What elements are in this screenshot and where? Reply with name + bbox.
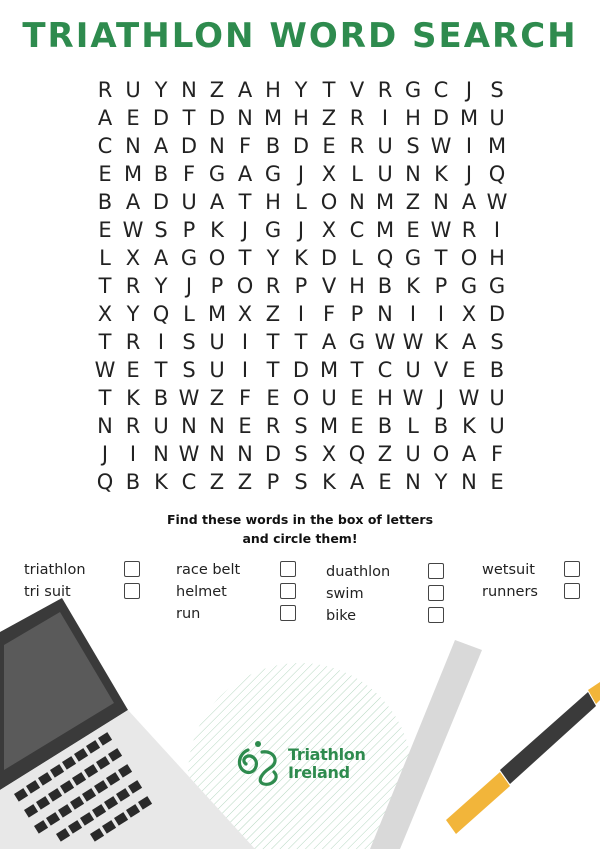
grid-letter[interactable]: W bbox=[402, 386, 424, 410]
grid-letter[interactable]: H bbox=[405, 106, 421, 130]
grid-letter[interactable]: H bbox=[377, 386, 393, 410]
grid-letter[interactable]: S bbox=[294, 442, 308, 466]
grid-letter[interactable]: U bbox=[209, 358, 225, 382]
grid-letter[interactable]: I bbox=[437, 302, 445, 326]
grid-letter[interactable]: W bbox=[430, 218, 452, 242]
grid-letter[interactable]: B bbox=[153, 386, 169, 410]
logo-text bbox=[288, 746, 366, 782]
grid-letter[interactable]: T bbox=[266, 358, 280, 382]
grid-letter[interactable]: F bbox=[490, 442, 504, 466]
grid-letter[interactable]: W bbox=[178, 386, 200, 410]
grid-letter[interactable]: L bbox=[351, 246, 363, 270]
grid-letter[interactable]: U bbox=[489, 414, 505, 438]
grid-letter[interactable]: D bbox=[320, 246, 338, 270]
word-list-column-3 bbox=[326, 562, 476, 628]
grid-letter[interactable]: U bbox=[377, 162, 393, 186]
grid-letter[interactable]: P bbox=[266, 470, 280, 494]
grid-letter[interactable]: Y bbox=[434, 470, 448, 494]
grid-letter[interactable]: T bbox=[322, 78, 336, 102]
grid-letter[interactable]: R bbox=[265, 274, 281, 298]
grid-letter[interactable]: U bbox=[153, 414, 169, 438]
grid-letter[interactable]: N bbox=[237, 106, 253, 130]
grid-letter[interactable]: R bbox=[377, 78, 393, 102]
grid-letter[interactable]: A bbox=[209, 190, 225, 214]
grid-letter[interactable]: H bbox=[265, 78, 281, 102]
grid-letter[interactable]: A bbox=[461, 190, 477, 214]
grid-letter[interactable]: D bbox=[488, 302, 506, 326]
grid-letter[interactable]: Z bbox=[237, 470, 253, 494]
grid-letter[interactable]: Q bbox=[96, 470, 114, 494]
grid-letter[interactable]: R bbox=[461, 218, 477, 242]
grid-letter[interactable]: E bbox=[350, 386, 364, 410]
grid-letter[interactable]: A bbox=[321, 330, 337, 354]
grid-letter[interactable]: E bbox=[126, 358, 140, 382]
grid-letter[interactable]: M bbox=[459, 106, 479, 130]
word-label: triathlon bbox=[24, 562, 86, 578]
grid-letter[interactable]: J bbox=[465, 78, 473, 102]
grid-letter[interactable]: D bbox=[264, 442, 282, 466]
grid-letter[interactable]: S bbox=[182, 358, 196, 382]
grid-letter[interactable]: E bbox=[406, 218, 420, 242]
grid-letter[interactable]: P bbox=[294, 274, 308, 298]
word-item-tri-suit bbox=[24, 582, 174, 604]
grid-letter[interactable]: Z bbox=[265, 302, 281, 326]
grid-letter[interactable]: H bbox=[349, 274, 365, 298]
grid-letter[interactable]: T bbox=[238, 246, 252, 270]
word-item-triathlon bbox=[24, 560, 174, 582]
grid-letter[interactable]: K bbox=[154, 470, 168, 494]
grid-letter[interactable]: D bbox=[432, 106, 450, 130]
grid-letter[interactable]: N bbox=[209, 414, 225, 438]
grid-letter[interactable]: G bbox=[460, 274, 478, 298]
grid-letter[interactable]: Z bbox=[209, 386, 225, 410]
grid-letter[interactable]: N bbox=[461, 470, 477, 494]
letter-grid bbox=[91, 76, 511, 496]
grid-letter[interactable]: G bbox=[264, 218, 282, 242]
grid-letter[interactable]: J bbox=[465, 162, 473, 186]
grid-letter[interactable]: E bbox=[462, 358, 476, 382]
grid-letter[interactable]: D bbox=[292, 358, 310, 382]
grid-letter[interactable]: A bbox=[349, 470, 365, 494]
grid-letter[interactable]: P bbox=[434, 274, 448, 298]
grid-letter[interactable]: A bbox=[125, 190, 141, 214]
grid-letter[interactable]: N bbox=[405, 470, 421, 494]
word-list-column-4 bbox=[482, 560, 600, 604]
grid-letter[interactable]: O bbox=[208, 246, 226, 270]
grid-letter[interactable]: W bbox=[402, 330, 424, 354]
grid-letter[interactable]: E bbox=[322, 134, 336, 158]
grid-letter[interactable]: D bbox=[180, 134, 198, 158]
grid-letter[interactable]: X bbox=[125, 246, 141, 270]
grid-letter[interactable]: K bbox=[462, 414, 476, 438]
grid-letter[interactable]: C bbox=[377, 358, 393, 382]
grid-letter[interactable]: B bbox=[125, 470, 141, 494]
page-title: TRIATHLON WORD SEARCH bbox=[22, 16, 578, 56]
grid-letter[interactable]: V bbox=[321, 274, 337, 298]
grid-letter[interactable]: O bbox=[292, 386, 310, 410]
grid-letter[interactable]: B bbox=[265, 134, 281, 158]
grid-letter[interactable]: G bbox=[348, 330, 366, 354]
checkbox[interactable] bbox=[280, 605, 296, 621]
grid-letter[interactable]: A bbox=[97, 106, 113, 130]
grid-letter[interactable]: O bbox=[320, 190, 338, 214]
grid-letter[interactable]: N bbox=[153, 442, 169, 466]
grid-letter[interactable]: A bbox=[237, 78, 253, 102]
grid-letter[interactable]: Z bbox=[405, 190, 421, 214]
grid-letter[interactable]: U bbox=[321, 386, 337, 410]
grid-letter[interactable]: M bbox=[375, 190, 395, 214]
grid-letter[interactable]: A bbox=[461, 442, 477, 466]
grid-letter[interactable]: Q bbox=[376, 246, 394, 270]
grid-letter[interactable]: T bbox=[98, 386, 112, 410]
grid-letter[interactable]: V bbox=[433, 358, 449, 382]
grid-letter[interactable]: M bbox=[123, 162, 143, 186]
word-list-column-2 bbox=[176, 560, 326, 626]
grid-letter[interactable]: E bbox=[98, 218, 112, 242]
grid-letter[interactable]: X bbox=[461, 302, 477, 326]
triathlon-ireland-logo bbox=[234, 738, 374, 788]
grid-letter[interactable]: U bbox=[405, 442, 421, 466]
word-label: swim bbox=[326, 586, 364, 602]
grid-letter[interactable]: J bbox=[185, 274, 193, 298]
grid-letter[interactable]: M bbox=[207, 302, 227, 326]
grid-letter[interactable]: I bbox=[409, 302, 417, 326]
grid-letter[interactable]: N bbox=[377, 302, 393, 326]
grid-letter[interactable]: B bbox=[153, 162, 169, 186]
grid-letter[interactable]: G bbox=[404, 78, 422, 102]
grid-letter[interactable]: C bbox=[181, 470, 197, 494]
grid-letter[interactable]: N bbox=[125, 134, 141, 158]
grid-letter[interactable]: S bbox=[154, 218, 168, 242]
grid-letter[interactable]: A bbox=[237, 162, 253, 186]
grid-letter[interactable]: B bbox=[377, 414, 393, 438]
pen-illustration bbox=[446, 682, 600, 834]
checkbox[interactable] bbox=[124, 561, 140, 577]
grid-letter[interactable]: E bbox=[238, 414, 252, 438]
grid-letter[interactable]: U bbox=[405, 358, 421, 382]
grid-letter[interactable]: W bbox=[458, 386, 480, 410]
logo-line-2: Ireland bbox=[288, 763, 350, 782]
grid-letter[interactable]: P bbox=[350, 302, 364, 326]
grid-letter[interactable]: J bbox=[437, 386, 445, 410]
grid-letter[interactable]: R bbox=[125, 414, 141, 438]
logo-line-1: Triathlon bbox=[288, 745, 366, 764]
grid-letter[interactable]: L bbox=[351, 162, 363, 186]
grid-letter[interactable]: M bbox=[319, 414, 339, 438]
word-label: helmet bbox=[176, 584, 227, 600]
grid-letter[interactable]: S bbox=[490, 78, 504, 102]
grid-letter[interactable]: U bbox=[489, 386, 505, 410]
grid-letter[interactable]: S bbox=[294, 470, 308, 494]
grid-letter[interactable]: E bbox=[378, 470, 392, 494]
grid-letter[interactable]: Q bbox=[152, 302, 170, 326]
grid-letter[interactable]: W bbox=[178, 442, 200, 466]
grid-letter[interactable]: D bbox=[152, 106, 170, 130]
grid-letter[interactable]: E bbox=[490, 470, 504, 494]
checkbox[interactable] bbox=[428, 563, 444, 579]
grid-letter[interactable]: X bbox=[97, 302, 113, 326]
grid-letter[interactable]: T bbox=[154, 358, 168, 382]
grid-letter[interactable]: B bbox=[377, 274, 393, 298]
grid-letter[interactable]: R bbox=[125, 330, 141, 354]
grid-letter[interactable]: I bbox=[129, 442, 137, 466]
grid-letter[interactable]: R bbox=[349, 134, 365, 158]
grid-letter[interactable]: C bbox=[349, 218, 365, 242]
grid-letter[interactable]: K bbox=[434, 162, 448, 186]
grid-letter[interactable]: R bbox=[265, 414, 281, 438]
word-label: bike bbox=[326, 608, 357, 624]
grid-letter[interactable]: B bbox=[489, 358, 505, 382]
grid-letter[interactable]: W bbox=[122, 218, 144, 242]
grid-letter[interactable]: F bbox=[238, 386, 252, 410]
grid-letter[interactable]: U bbox=[125, 78, 141, 102]
word-label: wetsuit bbox=[482, 562, 535, 578]
grid-letter[interactable]: B bbox=[97, 190, 113, 214]
grid-letter[interactable]: J bbox=[101, 442, 109, 466]
grid-letter[interactable]: Z bbox=[377, 442, 393, 466]
word-item-run bbox=[176, 604, 326, 626]
grid-letter[interactable]: T bbox=[266, 330, 280, 354]
grid-letter[interactable]: K bbox=[434, 330, 448, 354]
grid-letter[interactable]: E bbox=[266, 386, 280, 410]
grid-letter[interactable]: T bbox=[434, 246, 448, 270]
grid-letter[interactable]: Y bbox=[294, 78, 308, 102]
grid-letter[interactable]: Y bbox=[154, 274, 168, 298]
grid-letter[interactable]: U bbox=[181, 190, 197, 214]
grid-letter[interactable]: Y bbox=[154, 78, 168, 102]
grid-letter[interactable]: R bbox=[349, 106, 365, 130]
grid-letter[interactable]: P bbox=[210, 274, 224, 298]
grid-letter[interactable]: U bbox=[209, 330, 225, 354]
grid-letter[interactable]: G bbox=[488, 274, 506, 298]
grid-letter[interactable]: T bbox=[182, 106, 196, 130]
grid-letter[interactable]: J bbox=[297, 162, 305, 186]
grid-letter[interactable]: W bbox=[430, 134, 452, 158]
grid-letter[interactable]: R bbox=[97, 78, 113, 102]
grid-letter[interactable]: S bbox=[490, 330, 504, 354]
triathlon-ireland-logo-icon bbox=[234, 738, 286, 788]
instructions-line-2: and circle them! bbox=[242, 531, 358, 546]
grid-letter[interactable]: S bbox=[182, 330, 196, 354]
word-label: duathlon bbox=[326, 564, 391, 580]
grid-letter[interactable]: M bbox=[487, 134, 507, 158]
grid-letter[interactable]: T bbox=[98, 274, 112, 298]
grid-letter[interactable]: N bbox=[97, 414, 113, 438]
grid-letter[interactable]: C bbox=[97, 134, 113, 158]
grid-letter[interactable]: J bbox=[241, 218, 249, 242]
grid-letter[interactable]: D bbox=[152, 190, 170, 214]
grid-letter[interactable]: I bbox=[493, 218, 501, 242]
grid-letter[interactable]: R bbox=[125, 274, 141, 298]
grid-letter[interactable]: L bbox=[407, 414, 419, 438]
grid-letter[interactable]: F bbox=[182, 162, 196, 186]
grid-letter[interactable]: N bbox=[209, 442, 225, 466]
grid-letter[interactable]: N bbox=[181, 414, 197, 438]
grid-letter[interactable]: V bbox=[349, 78, 365, 102]
grid-letter[interactable]: M bbox=[263, 106, 283, 130]
word-item-bike bbox=[326, 606, 476, 628]
grid-letter[interactable]: N bbox=[237, 442, 253, 466]
grid-letter[interactable]: T bbox=[350, 358, 364, 382]
grid-letter[interactable]: I bbox=[241, 358, 249, 382]
word-label: runners bbox=[482, 584, 538, 600]
grid-letter[interactable]: O bbox=[236, 274, 254, 298]
grid-letter[interactable]: E bbox=[350, 414, 364, 438]
grid-letter[interactable]: K bbox=[294, 246, 308, 270]
word-label: tri suit bbox=[24, 584, 71, 600]
grid-letter[interactable]: N bbox=[181, 78, 197, 102]
grid-letter[interactable]: I bbox=[465, 134, 473, 158]
grid-letter[interactable]: P bbox=[182, 218, 196, 242]
grid-letter[interactable]: A bbox=[153, 134, 169, 158]
grid-letter[interactable]: U bbox=[489, 106, 505, 130]
grid-letter[interactable]: L bbox=[295, 190, 307, 214]
grid-letter[interactable]: H bbox=[489, 246, 505, 270]
word-label: race belt bbox=[176, 562, 241, 578]
grid-letter[interactable]: Y bbox=[266, 246, 280, 270]
grid-letter[interactable]: E bbox=[98, 162, 112, 186]
word-item-duathlon bbox=[326, 562, 476, 584]
word-item-runners bbox=[482, 582, 600, 604]
grid-letter[interactable]: Z bbox=[209, 78, 225, 102]
grid-letter[interactable]: X bbox=[321, 442, 337, 466]
grid-letter[interactable]: X bbox=[321, 218, 337, 242]
grid-letter[interactable]: Z bbox=[209, 470, 225, 494]
grid-letter[interactable]: Q bbox=[488, 162, 506, 186]
grid-letter[interactable]: E bbox=[126, 106, 140, 130]
grid-letter[interactable]: G bbox=[180, 246, 198, 270]
grid-letter[interactable]: M bbox=[375, 218, 395, 242]
checkbox[interactable] bbox=[564, 561, 580, 577]
grid-letter[interactable]: M bbox=[319, 358, 339, 382]
grid-letter[interactable]: W bbox=[486, 190, 508, 214]
grid-letter[interactable]: A bbox=[461, 330, 477, 354]
grid-letter[interactable]: S bbox=[294, 414, 308, 438]
checkbox[interactable] bbox=[428, 607, 444, 623]
grid-letter[interactable]: D bbox=[292, 134, 310, 158]
checkbox[interactable] bbox=[124, 583, 140, 599]
grid-letter[interactable]: F bbox=[322, 302, 336, 326]
checkbox[interactable] bbox=[280, 583, 296, 599]
grid-letter[interactable]: G bbox=[264, 162, 282, 186]
grid-letter[interactable]: N bbox=[349, 190, 365, 214]
word-item-race-belt bbox=[176, 560, 326, 582]
grid-letter[interactable]: O bbox=[432, 442, 450, 466]
grid-letter[interactable]: X bbox=[321, 162, 337, 186]
grid-letter[interactable]: O bbox=[460, 246, 478, 270]
grid-letter[interactable]: L bbox=[183, 302, 195, 326]
grid-letter[interactable]: S bbox=[406, 134, 420, 158]
instructions bbox=[0, 510, 600, 548]
word-item-swim bbox=[326, 584, 476, 606]
grid-letter[interactable]: K bbox=[406, 274, 420, 298]
grid-letter[interactable]: C bbox=[433, 78, 449, 102]
grid-letter[interactable]: B bbox=[433, 414, 449, 438]
checkbox[interactable] bbox=[564, 583, 580, 599]
grid-letter[interactable]: I bbox=[241, 330, 249, 354]
checkbox[interactable] bbox=[428, 585, 444, 601]
grid-letter[interactable]: L bbox=[99, 246, 111, 270]
grid-letter[interactable]: Q bbox=[348, 442, 366, 466]
grid-letter[interactable]: I bbox=[157, 330, 165, 354]
grid-letter[interactable]: U bbox=[377, 134, 393, 158]
instructions-line-1: Find these words in the box of letters bbox=[166, 512, 434, 527]
word-list-column-1 bbox=[24, 560, 174, 604]
grid-letter[interactable]: X bbox=[237, 302, 253, 326]
grid-letter[interactable]: I bbox=[297, 302, 305, 326]
checkbox[interactable] bbox=[280, 561, 296, 577]
grid-letter[interactable]: W bbox=[94, 358, 116, 382]
grid-letter[interactable]: K bbox=[126, 386, 140, 410]
grid-letter[interactable]: N bbox=[433, 190, 449, 214]
grid-letter[interactable]: J bbox=[297, 218, 305, 242]
grid-letter[interactable]: N bbox=[405, 162, 421, 186]
grid-letter[interactable]: I bbox=[381, 106, 389, 130]
grid-letter[interactable]: T bbox=[98, 330, 112, 354]
word-item-helmet bbox=[176, 582, 326, 604]
grid-letter[interactable]: K bbox=[210, 218, 224, 242]
word-label: run bbox=[176, 606, 201, 622]
word-item-wetsuit bbox=[482, 560, 600, 582]
grid-letter[interactable]: G bbox=[404, 246, 422, 270]
grid-letter[interactable]: F bbox=[238, 134, 252, 158]
grid-letter[interactable]: G bbox=[208, 162, 226, 186]
grid-letter[interactable]: Z bbox=[321, 106, 337, 130]
grid-letter[interactable]: T bbox=[294, 330, 308, 354]
grid-letter[interactable]: T bbox=[238, 190, 252, 214]
grid-letter[interactable]: K bbox=[322, 470, 336, 494]
grid-letter[interactable]: Y bbox=[126, 302, 140, 326]
grid-letter[interactable]: D bbox=[208, 106, 226, 130]
grid-letter[interactable]: H bbox=[293, 106, 309, 130]
grid-letter[interactable]: N bbox=[209, 134, 225, 158]
grid-letter[interactable]: H bbox=[265, 190, 281, 214]
grid-letter[interactable]: W bbox=[374, 330, 396, 354]
grid-letter[interactable]: A bbox=[153, 246, 169, 270]
